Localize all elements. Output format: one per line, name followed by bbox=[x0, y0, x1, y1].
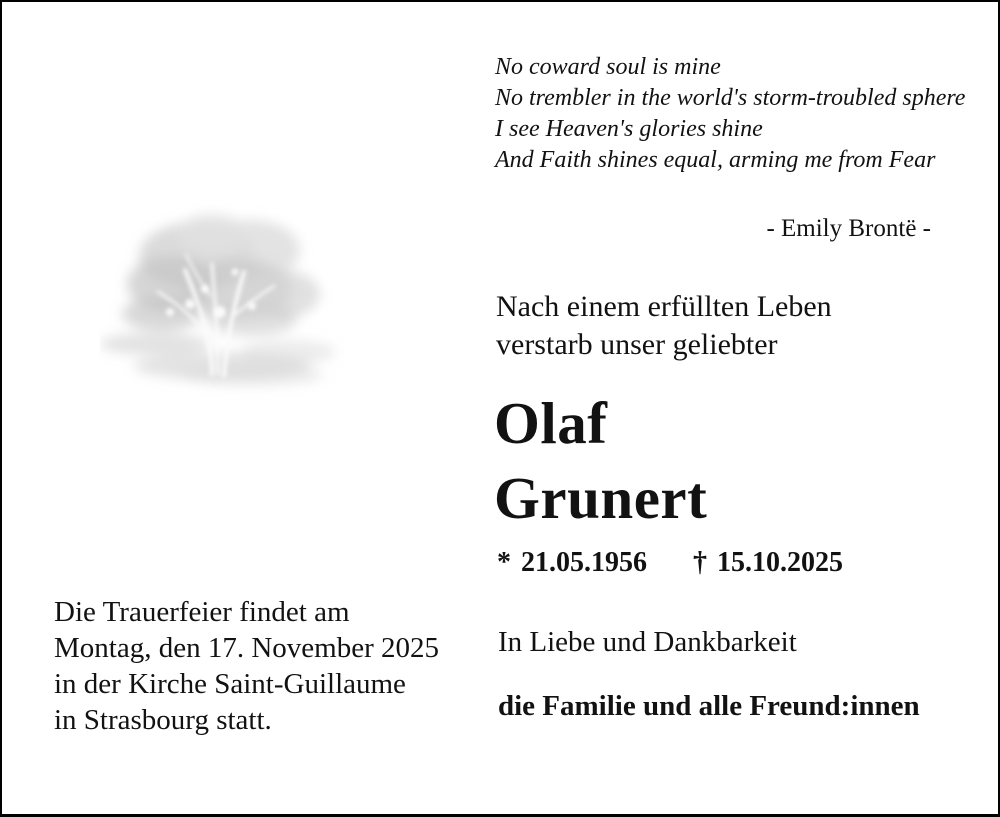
poem-line: No trembler in the world's storm-troubled sphere bbox=[495, 85, 966, 111]
deceased-last-name: Grunert bbox=[494, 465, 708, 531]
intro-text bbox=[496, 288, 832, 364]
poem-line: And Faith shines equal, arming me from Fear bbox=[495, 147, 936, 173]
death-cross-icon: † bbox=[693, 547, 707, 578]
funeral-line: Die Trauerfeier findet am bbox=[54, 596, 350, 628]
intro-line: Nach einem erfüllten Leben bbox=[496, 290, 832, 323]
birth-group bbox=[497, 547, 647, 578]
poem-line: I see Heaven's glories shine bbox=[495, 116, 763, 142]
funeral-info bbox=[54, 594, 439, 738]
funeral-line: in Strasbourg statt. bbox=[54, 704, 272, 736]
birth-date: 21.05.1956 bbox=[521, 547, 647, 578]
death-date: 15.10.2025 bbox=[717, 547, 843, 578]
poem-attribution: - Emily Brontë - bbox=[766, 215, 931, 242]
tree-illustration-container bbox=[100, 194, 344, 404]
funeral-line: Montag, den 17. November 2025 bbox=[54, 632, 439, 664]
birth-star-icon: * bbox=[497, 547, 511, 578]
deceased-name bbox=[494, 386, 707, 536]
funeral-line: in der Kirche Saint-Guillaume bbox=[54, 668, 406, 700]
dedication-text: In Liebe und Dankbarkeit bbox=[498, 626, 797, 658]
signature-text: die Familie und alle Freund:innen bbox=[498, 690, 920, 722]
life-dates bbox=[497, 547, 843, 579]
poem bbox=[495, 52, 965, 176]
tree-watercolor-icon bbox=[100, 194, 344, 404]
deceased-first-name: Olaf bbox=[494, 390, 608, 456]
intro-line: verstarb unser geliebter bbox=[496, 328, 778, 361]
death-group bbox=[693, 547, 843, 578]
poem-line: No coward soul is mine bbox=[495, 54, 721, 80]
